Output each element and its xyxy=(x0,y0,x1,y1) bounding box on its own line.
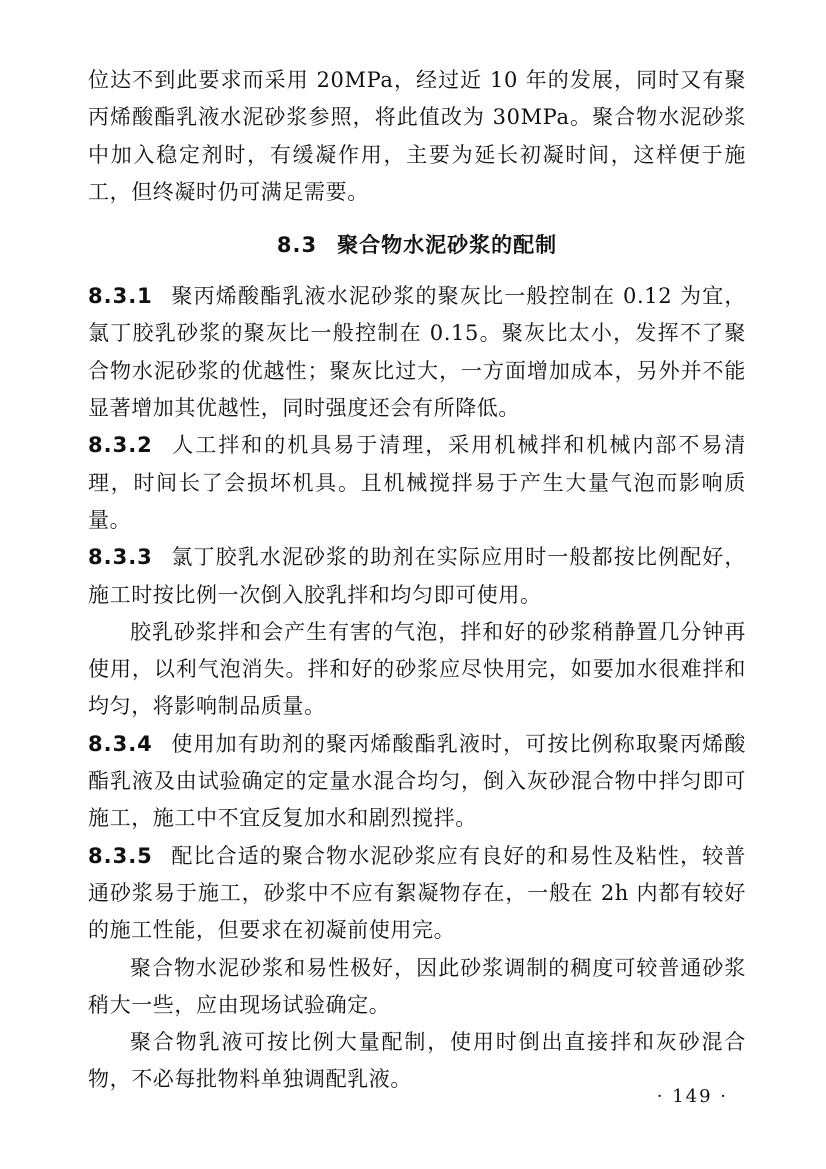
clause-number: 8.3.3 xyxy=(88,545,153,570)
clause-text: 聚丙烯酸酯乳液水泥砂浆的聚灰比一般控制在 0.12 为宜，氯丁胶乳砂浆的聚灰比一般控制在 0.15。聚灰比太小，发挥不了聚合物水泥砂浆的优越性；聚灰比过大，一方面增加成本，另外并不能显著增加其优越性，同时强度还会有所降低。 xyxy=(88,284,746,421)
clause-8-3-1 xyxy=(88,278,746,427)
clause-8-3-3-paragraph: 胶乳砂浆拌和会产生有害的气泡，拌和好的砂浆稍静置几分钟再使用，以利气泡消失。拌和好的砂浆应尽快用完，如要加水很难拌和均匀，将影响制品质量。 xyxy=(88,619,746,719)
clause-number: 8.3.2 xyxy=(88,433,153,458)
page-number: · 149 · xyxy=(656,1086,728,1107)
clause-8-3-3 xyxy=(88,539,746,614)
clause-number: 8.3.5 xyxy=(88,843,153,868)
clause-text: 配比合适的聚合物水泥砂浆应有良好的和易性及粘性，较普通砂浆易于施工，砂浆中不应有絮凝物存在，一般在 2h 内都有较好的施工性能，但要求在初凝前使用完。 xyxy=(88,843,746,943)
clause-text: 使用加有助剂的聚丙烯酸酯乳液时，可按比例称取聚丙烯酸酯乳液及由试验确定的定量水混合均匀，倒入灰砂混合物中拌匀即可施工，施工中不宜反复加水和剧烈搅拌。 xyxy=(88,731,746,831)
clause-8-3-5-paragraph-2: 聚合物乳液可按比例大量配制，使用时倒出直接拌和灰砂混合物，不必每批物料单独调配乳液。 xyxy=(88,1030,746,1092)
clause-number: 8.3.1 xyxy=(88,284,153,309)
document-page xyxy=(88,62,746,1099)
clause-8-3-4 xyxy=(88,726,746,838)
section-number: 8.3 xyxy=(276,233,318,258)
clause-8-3-5 xyxy=(88,838,746,950)
clause-number: 8.3.4 xyxy=(88,731,153,756)
clause-text: 人工拌和的机具易于清理，采用机械拌和机械内部不易清理，时间长了会损坏机具。且机械搅拌易于产生大量气泡而影响质量。 xyxy=(88,433,746,532)
clause-8-3-2 xyxy=(88,427,746,539)
section-title: 聚合物水泥砂浆的配制 xyxy=(337,233,558,258)
intro-paragraph: 位达不到此要求而采用 20MPa，经过近 10 年的发展，同时又有聚丙烯酸酯乳液水泥砂浆参照，将此值改为 30MPa。聚合物水泥砂浆中加入稳定剂时，有缓凝作用，主要为延长初凝时间，这样便于施工，但终凝时仍可满足需要。 xyxy=(88,68,746,204)
section-heading xyxy=(88,227,746,264)
clause-8-3-5-paragraph-1: 聚合物水泥砂浆和易性极好，因此砂浆调制的稠度可较普通砂浆稍大一些，应由现场试验确定。 xyxy=(88,955,746,1017)
clause-text: 氯丁胶乳水泥砂浆的助剂在实际应用时一般都按比例配好，施工时按比例一次倒入胶乳拌和均匀即可使用。 xyxy=(88,545,746,607)
